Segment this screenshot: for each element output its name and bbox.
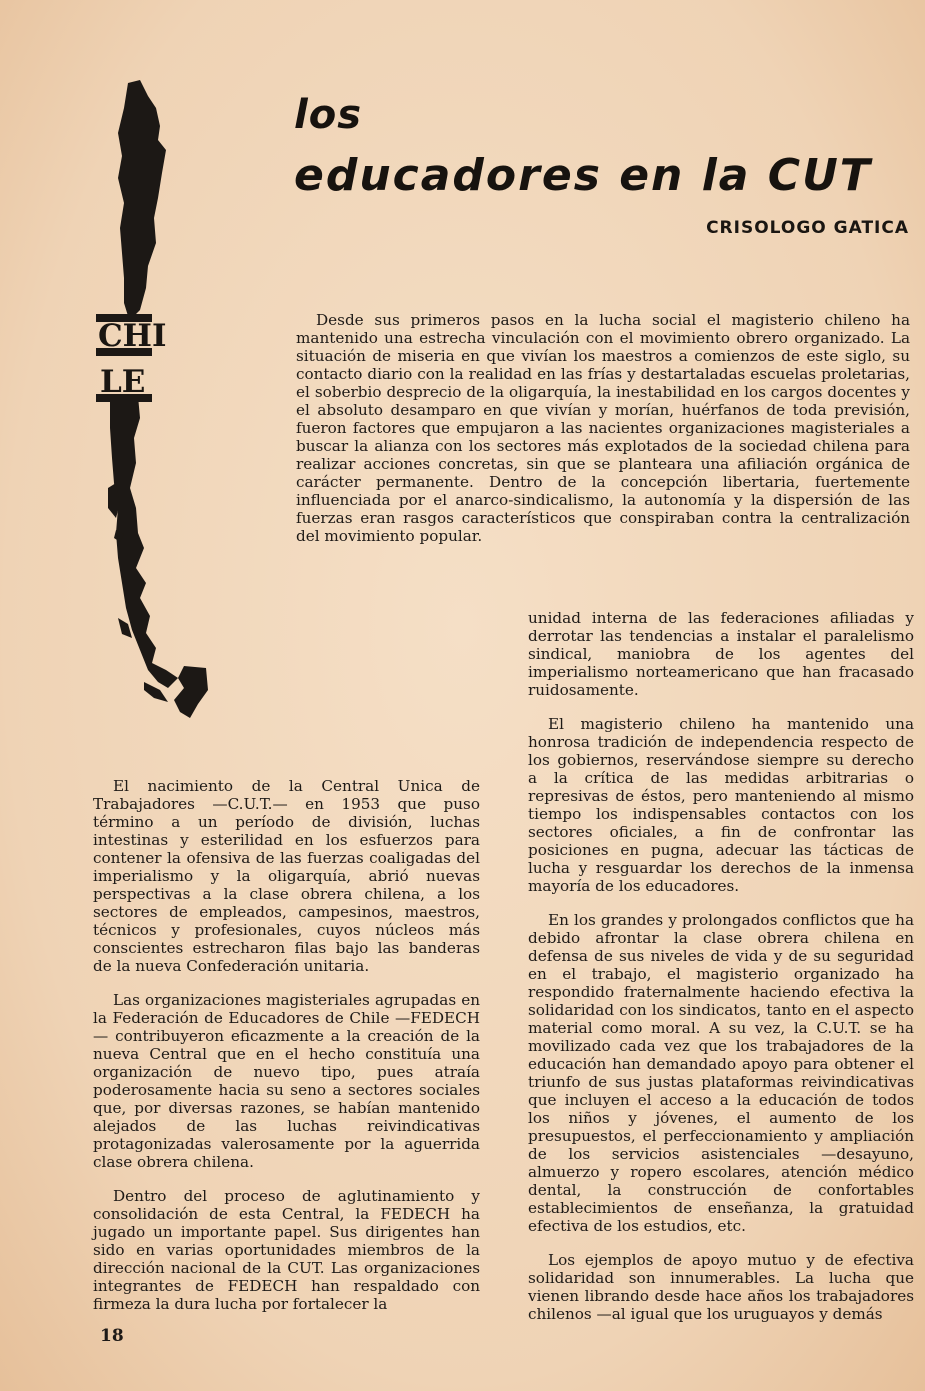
article-author: CRISOLOGO GATICA [706, 218, 909, 238]
left-paragraph-2: Las organizaciones magisteriales agrupadas en la Federación de Educadores de Chile —FEDECH— contribuyeron eficazmente a la creación de la nueva Central que en el hecho constituía una organización de nuevo tipo, pues atraía poderosamente hacia su seno a sectores sociales que, por diversas razones, se habían mantenido alejados de las luchas reivindicativas protagonizadas valerosamente por la aguerrida clase obrera chilena. [93, 991, 480, 1171]
left-paragraph-1: El nacimiento de la Central Unica de Trabajadores —C.U.T.— en 1953 que puso término a un período de división, luchas intestinas y esterilidad en los esfuerzos para contener la ofensiva de las fuerzas coaligadas del imperialismo y la oligarquía, abrió nuevas perspectivas a la clase obrera chilena, a los sectores de empleados, campesinos, maestros, técnicos y profesionales, cuyos núcleos más conscientes estrecharon filas bajo las banderas de la nueva Confederación unitaria. [93, 777, 480, 975]
article-title-line-2: educadores en la CUT [294, 150, 872, 201]
chile-map-silhouette [118, 80, 166, 316]
right-paragraph-4: Los ejemplos de apoyo mutuo y de efectiva solidaridad son innumerables. La lucha que vienen librando desde hace años los trabajadores chilenos —al igual que los uruguayos y demás [528, 1251, 914, 1323]
chile-map-central [110, 396, 178, 688]
right-paragraph-3: En los grandes y prolongados conflictos que ha debido afrontar la clase obrera chilena en defensa de sus niveles de vida y de su seguridad en el trabajo, el magisterio organizado ha respondido fraternalmente haciendo efectiva la solidaridad con los sindicatos, tanto en el aspecto material como moral. A su vez, la C.U.T. se ha movilizado cada vez que los trabajadores de la educación han demandado apoyo para obtener el triunfo de sus justas plataformas reivindicativas que incluyen el acceso a la educación de todos los niños y jóvenes, el aumento de los presupuestos, el perfeccionamiento y ampliación de los servicios asistenciales —desayuno, almuerzo y ropero escolares, atención médico dental, la construcción de confortables establecimientos de enseñanza, la gratuidad efectiva de los estudios, etc. [528, 911, 914, 1235]
intro-paragraph: Desde sus primeros pasos en la lucha social el magisterio chileno ha mantenido una estrecha vinculación con el movimiento obrero organizado. La situación de miseria en que vivían los maestros a comienzos de este siglo, su contacto diario con la realidad en las frías y destartaladas escuelas proletarias, el soberbio desprecio de la oligarquía, la inestabilidad en los cargos docentes y el absoluto desamparo en que vivían y morían, huérfanos de toda previsión, fueron factores que empujaron a las nacientes organizaciones magisteriales a buscar la alianza con los sectores más explotados de la sociedad chilena para realizar acciones concretas, sin que se planteara una afiliación orgánica de carácter permanente. Dentro de la concepción libertaria, fuertemente influenciada por el anarco-sindicalismo, la autonomía y la dispersión de las fuerzas eran rasgos característicos que conspiraban contra la centralización del movimiento popular. [296, 311, 910, 545]
right-column [528, 609, 914, 1339]
map-label-le: LE [100, 364, 146, 400]
left-paragraph-3: Dentro del proceso de aglutinamiento y consolidación de esta Central, la FEDECH ha jugado un importante papel. Sus dirigentes han sido en varias oportunidades miembros de la dirección nacional de la CUT. Las organizaciones integrantes de FEDECH han respaldado con firmeza la dura lucha por fortalecer la [93, 1187, 480, 1313]
left-column [93, 777, 480, 1329]
right-paragraph-2: El magisterio chileno ha mantenido una honrosa tradición de independencia respecto de los gobiernos, reservándose siempre su derecho a la crítica de las medidas arbitrarias o represivas de éstos, pero manteniendo al mismo tiempo los indispensables contactos con los sectores oficiales, a fin de confrontar las posiciones en pugna, adecuar las tácticas de lucha y resguardar los derechos de la inmensa mayoría de los educadores. [528, 715, 914, 895]
map-label-chi: CHI [98, 318, 167, 354]
page-number: 18 [100, 1326, 124, 1346]
right-paragraph-1: unidad interna de las federaciones afiliadas y derrotar las tendencias a instalar el paralelismo sindical, maniobra de los agentes del imperialismo norteamericano que han fracasado ruidosamente. [528, 609, 914, 699]
article-title-line-1: los [294, 92, 362, 138]
chile-map-south-tip [174, 666, 208, 718]
chile-map-illustration [88, 78, 218, 723]
